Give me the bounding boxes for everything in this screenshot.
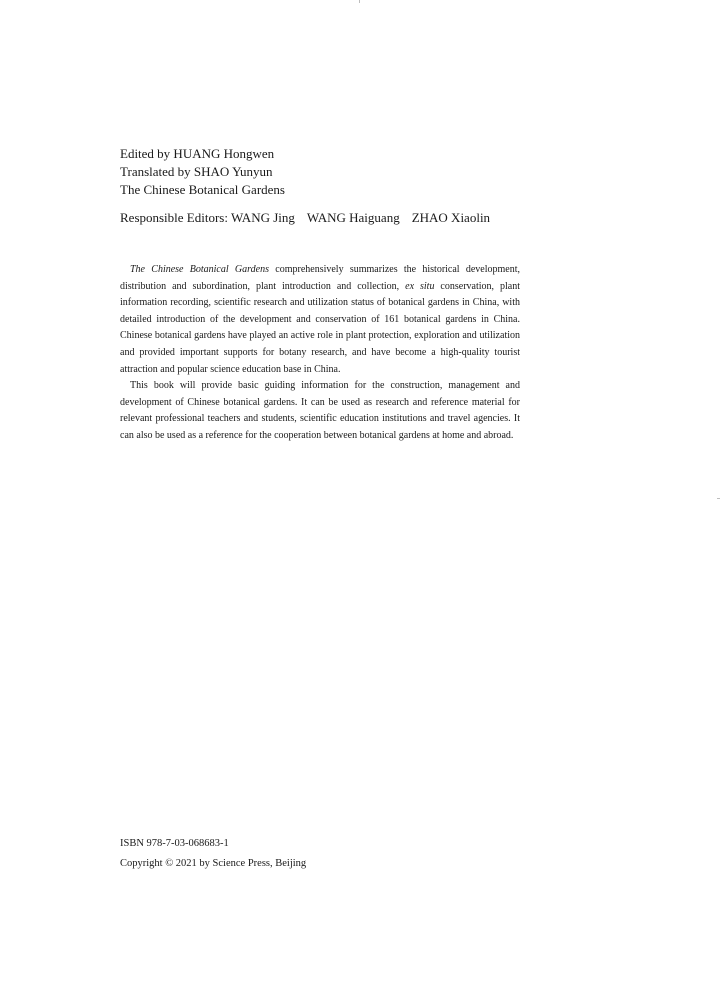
abstract-book-title: The Chinese Botanical Gardens — [130, 264, 269, 275]
abstract-ex-situ: ex situ — [405, 280, 435, 292]
abstract-text-a: comprehensively summarizes the historical development, distribution and subordination, plant introduction and collection, — [120, 264, 521, 292]
editor-name-2: WANG Haiguang — [306, 210, 400, 225]
editors-label: Responsible Editors: WANG Jing — [120, 210, 295, 225]
abstract-block — [120, 262, 520, 445]
responsible-editors-line — [120, 209, 540, 227]
abstract-paragraph-1 — [120, 262, 520, 378]
edited-by-line: Edited by HUANG Hongwen — [120, 146, 275, 161]
abstract-paragraph-2: This book will provide basic guiding information for the construction, management and development of Chinese botanical gardens. It can be used as research and reference material for relevant professional teachers and students, scientific education institutions and travel agencies. It can also be used as a reference for the cooperation between botanical gardens at home and abroad. — [120, 380, 520, 441]
translated-by-line: Translated by SHAO Yunyun — [120, 164, 273, 179]
book-title-line: The Chinese Botanical Gardens — [120, 182, 285, 197]
credits-block — [120, 145, 540, 199]
editor-name-3: ZHAO Xiaolin — [411, 210, 491, 225]
crop-mark-top — [359, 0, 360, 3]
isbn-line: ISBN 978-7-03-068683-1 — [120, 838, 229, 849]
copyright-line: Copyright © 2021 by Science Press, Beijing — [120, 858, 307, 869]
abstract-text-b: conservation, plant information recording, scientific research and utilization status of botanical gardens in China, with detailed introduction of the development and conservation of 161 botanical gardens in China. Chinese botanical gardens have played an active role in plant protection, exploration and utilization and provided important supports for botany research, and have become a high-quality tourist attraction and popular science education base in China. — [120, 280, 520, 375]
